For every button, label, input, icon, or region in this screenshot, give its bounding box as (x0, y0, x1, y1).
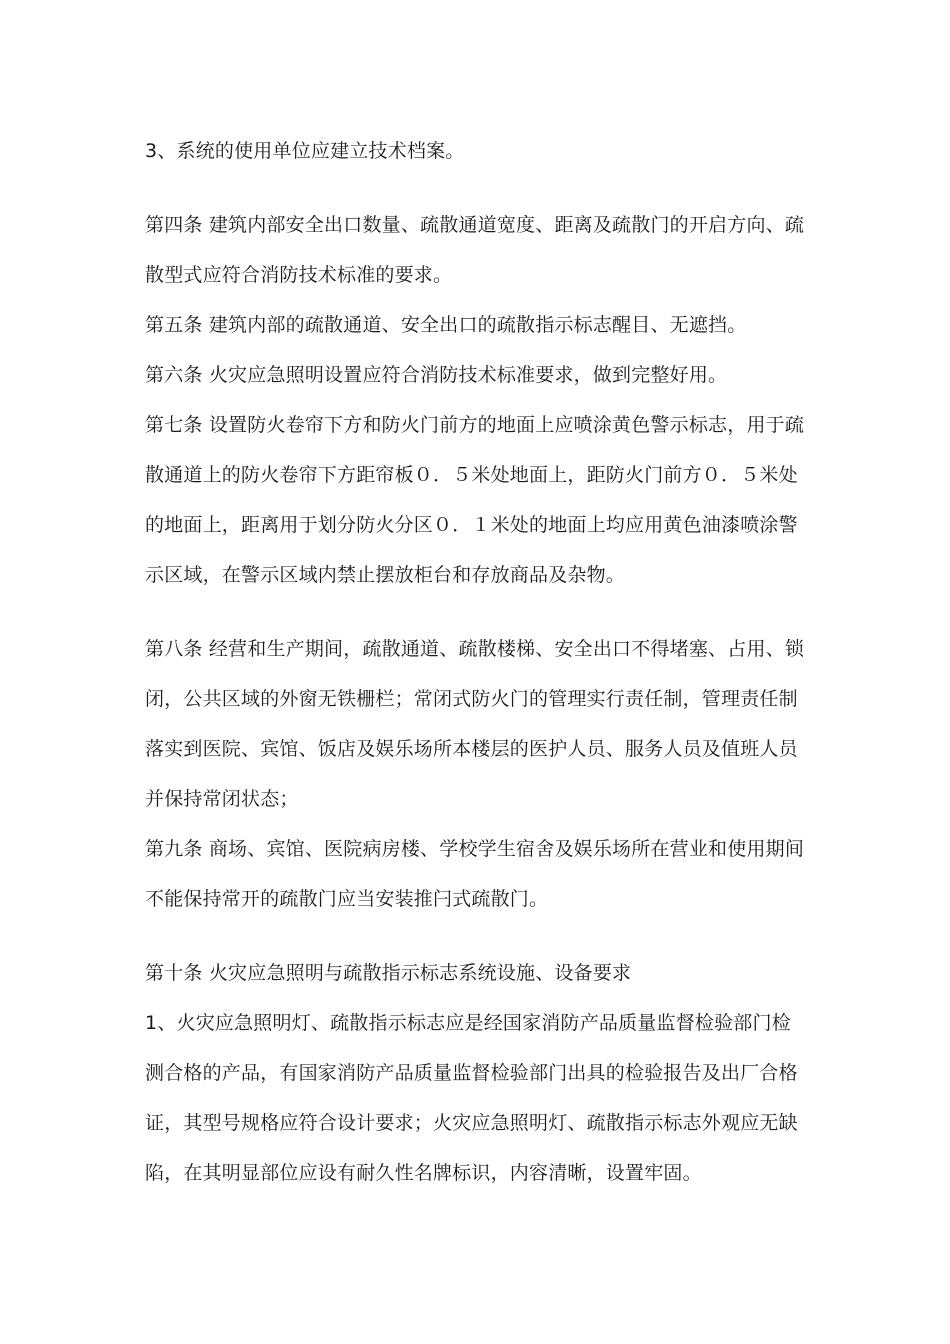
text-line: 第七条 设置防火卷帘下方和防火门前方的地面上应喷涂黄色警示标志，用于疏 (145, 414, 805, 436)
text-line: 第九条 商场、宾馆、医院病房楼、学校学生宿舍及娱乐场所在营业和使用期间 (145, 838, 805, 860)
text-line: 证，其型号规格应符合设计要求；火灾应急照明灯、疏散指示标志外观应无缺 (145, 1112, 798, 1134)
text-line: 散型式应符合消防技术标准的要求。 (145, 264, 453, 286)
text-line: 第八条 经营和生产期间，疏散通道、疏散楼梯、安全出口不得堵塞、占用、锁 (145, 638, 805, 660)
text-line: 第六条 火灾应急照明设置应符合消防技术标准要求，做到完整好用。 (145, 364, 728, 386)
text-line: 不能保持常开的疏散门应当安装推闩式疏散门。 (145, 888, 549, 910)
text-line: 陷，在其明显部位应设有耐久性名牌标识，内容清晰，设置牢固。 (145, 1162, 702, 1184)
text-line: 第四条 建筑内部安全出口数量、疏散通道宽度、距离及疏散门的开启方向、疏 (145, 214, 805, 236)
text-line: 第十条 火灾应急照明与疏散指示标志系统设施、设备要求 (145, 962, 632, 984)
text-line: 的地面上，距离用于划分防火分区０．１米处的地面上均应用黄色油漆喷涂警 (145, 514, 798, 536)
text-line: 闭，公共区域的外窗无铁栅栏；常闭式防火门的管理实行责任制，管理责任制 (145, 688, 798, 710)
text-line: 散通道上的防火卷帘下方距帘板０．５米处地面上，距防火门前方０．５米处 (145, 464, 798, 486)
text-line: 并保持常闭状态； (145, 788, 299, 810)
text-line: 3、系统的使用单位应建立技术档案。 (145, 140, 465, 162)
text-line: 落实到医院、宾馆、饭店及娱乐场所本楼层的医护人员、服务人员及值班人员 (145, 738, 798, 760)
text-line: 1、火灾应急照明灯、疏散指示标志应是经国家消防产品质量监督检验部门检 (145, 1012, 791, 1034)
text-line: 示区域，在警示区域内禁止摆放柜台和存放商品及杂物。 (145, 564, 626, 586)
text-line: 第五条 建筑内部的疏散通道、安全出口的疏散指示标志醒目、无遮挡。 (145, 314, 747, 336)
text-line: 测合格的产品，有国家消防产品质量监督检验部门出具的检验报告及出厂合格 (145, 1062, 798, 1084)
